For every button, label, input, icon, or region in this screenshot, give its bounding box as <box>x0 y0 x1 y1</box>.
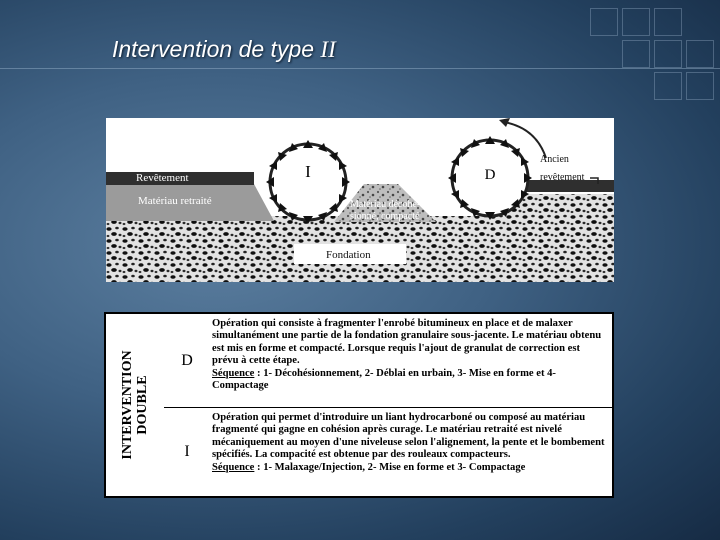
table-row-code-cell <box>164 408 210 496</box>
label-materiau-retraite: Matériau retraité <box>138 195 212 207</box>
row-sequence-label-i: Séquence <box>212 461 255 473</box>
row-sequence-label-d: Séquence <box>212 367 255 379</box>
row-code-i: I <box>184 443 190 460</box>
row-code-d: D <box>181 351 193 369</box>
table-row-description-cell <box>210 314 612 408</box>
table-row-code-cell <box>164 314 210 408</box>
label-ancien: Ancien <box>540 154 569 165</box>
label-materiau-decohesionne-1: Matériau décohé- <box>350 199 421 210</box>
label-revetement: Revêtement <box>136 172 189 184</box>
label-revetement-ancien: revêtement <box>540 172 585 183</box>
row-sequence-text-i: : 1- Malaxage/Injection, 2- Mise en forme et 3- Compactage <box>254 461 526 473</box>
process-diagram-svg <box>106 118 614 282</box>
slide-title <box>112 36 336 63</box>
process-diagram <box>106 118 614 282</box>
decorative-grid <box>580 0 720 120</box>
row-sequence-text-d: : 1- Décohésionnement, 2- Déblai en urbain, 3- Mise en forme et 4- Compactage <box>212 367 556 392</box>
label-drum-d: D <box>484 167 496 183</box>
title-roman-numeral: II <box>320 37 336 62</box>
intervention-double-label: INTERVENTION DOUBLE <box>120 350 150 460</box>
decorative-line <box>0 68 720 69</box>
table-row-description-cell <box>210 408 612 496</box>
intervention-table <box>104 312 614 498</box>
table-side-header <box>106 314 164 496</box>
title-text: Intervention de type <box>112 36 321 62</box>
label-materiau-decohesionne-2: sionné, compacté <box>350 211 420 222</box>
label-drum-i: I <box>305 162 311 181</box>
milling-drum-left <box>266 140 350 224</box>
row-description-i: Opération qui permet d'introduire un liant hydrocarboné ou composé au matériau fragmenté qui gagne en cohésion après curage. Le matériau retraité est nivelé mécaniquement au moyen d'une niveleuse selon l'alignement, la pente et le bombement spécifiés. La compacité est obtenue par des rouleaux compacteurs. <box>212 412 605 461</box>
label-fondation: Fondation <box>326 249 371 261</box>
row-description-d: Opération qui consiste à fragmenter l'enrobé bitumineux en place et de malaxer simultanément une partie de la fondation granulaire sous-jacente. Le matériau obtenu est mis en forme et compacté. Lorsque requis l'ajout de granulat de correction est prévu à cette étape. <box>212 318 602 367</box>
